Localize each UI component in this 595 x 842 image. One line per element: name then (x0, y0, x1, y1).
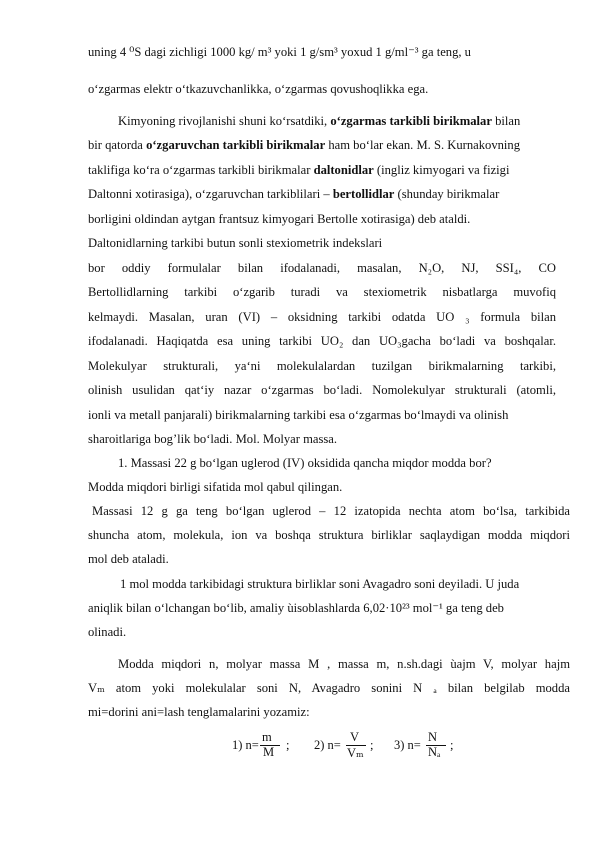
formula-1-numerator: m (262, 730, 272, 744)
formula-3-numerator: N (428, 730, 438, 744)
text-line: mi=dorini ani=lash tenglamalarini yozamiz: (88, 705, 310, 719)
text-span: (shunday birikmalar (397, 187, 500, 201)
formula-separator: ; (286, 738, 290, 752)
formula-2-label: 2) n= (314, 738, 341, 752)
paragraph-line (88, 137, 556, 153)
text-line: sharoitlariga bog’lik bo‘ladi. Mol. Molyar massa. (88, 432, 338, 446)
text-line: ifodalanadi. Haqiqatda esa uning tarkibi UO₂ dan UO₃gacha bo‘ladi va boshqalar. (88, 334, 556, 348)
formula-2-denominator: Vₘ (347, 746, 364, 760)
formula-3-denominator: Nₐ (428, 745, 441, 759)
text-line: 1. Massasi 22 g bo‘lgan uglerod (IV) oksidida qancha miqdor modda bor? (118, 456, 492, 470)
text-line: aniqlik bilan o‘lchangan bo‘lib, amaliy ùisoblashlarda 6,02·10²³ mol⁻¹ ga teng deb (88, 601, 504, 615)
text-line: shuncha atom, molekula, ion va boshqa struktura birliklar saqlaydigan modda miqdori (88, 528, 570, 542)
formula-separator: ; (450, 738, 454, 752)
text-line: Bertollidlarning tarkibi o‘zgarib turadi va stexiometrik nisbatlarga muvofiq (88, 285, 556, 299)
text-line: olinish usulidan qat‘iy nazar o‘zgarmas bo‘ladi. Nomolekulyar strukturali (atomli, (88, 383, 556, 397)
bold-term: bertollidlar (332, 187, 395, 201)
formula-1-denominator: M (263, 745, 275, 759)
text-line: ionli va metall panjarali) birikmalarning tarkibi esa o‘zgarmas bo‘lmaydi va olinish (88, 408, 509, 422)
bold-term: o‘zgaruvchan tarkibli birikmalar (146, 138, 326, 152)
text-line: Molekulyar strukturali, ya‘ni molekulalardan tuzilgan birikmalarning tarkibi, (88, 359, 556, 373)
text-span: taklifiga ko‘ra o‘zgarmas tarkibli birikmalar (88, 163, 311, 177)
paragraph-line (118, 113, 556, 129)
formula-block (232, 730, 482, 764)
text-span: Kimyoning rivojlanishi shuni ko‘rsatdiki, (118, 114, 328, 128)
formula-1-label: 1) n= (232, 738, 259, 752)
text-line: olinadi. (88, 625, 127, 639)
text-line-2: o‘zgarmas elektr o‘tkazuvchanlikka, o‘zgarmas qovushoqlikka ega. (88, 82, 429, 96)
text-span: bilan (495, 114, 521, 128)
text-span: Daltonni xotirasiga), o‘zgaruvchan tarkiblilari – (88, 187, 330, 201)
text-line-1: uning 4 ⁰S dagi zichligi 1000 kg/ m³ yoki 1 g/sm³ yoxud 1 g/ml⁻³ ga teng, u (88, 45, 471, 59)
formula-3-label: 3) n= (394, 738, 421, 752)
text-line: Vₘ atom yoki molekulalar soni N, Avagadro sonini N ₐ bilan belgilab modda (88, 681, 570, 695)
formula-separator: ; (370, 738, 374, 752)
text-line: Massasi 12 g ga teng bo‘lgan uglerod – 12 izatopida nechta atom bo‘lsa, tarkibida (92, 504, 570, 518)
bold-term: o‘zgarmas tarkibli birikmalar (330, 114, 492, 128)
text-span: (ingliz kimyogari va fizigi (376, 163, 510, 177)
text-line: kelmaydi. Masalan, uran (VI) – oksidning tarkibi odatda UO ₃ formula bilan (88, 310, 556, 324)
formula-2-numerator: V (350, 730, 360, 744)
text-line: borligini oldindan aytgan frantsuz kimyogari Bertolle xotirasiga) deb ataldi. (88, 212, 471, 226)
bold-term: daltonidlar (313, 163, 374, 177)
text-line: Modda miqdori birligi sifatida mol qabul qilingan. (88, 480, 343, 494)
text-line: 1 mol modda tarkibidagi struktura birliklar soni Avagadro soni deyiladi. U juda (120, 577, 520, 591)
text-span: ham bo‘lar ekan. M. S. Kurnakovning (328, 138, 521, 152)
paragraph-line (88, 162, 556, 178)
text-span: bir qatorda (88, 138, 143, 152)
text-line: mol deb ataladi. (88, 552, 169, 566)
text-line: Daltonidlarning tarkibi butun sonli stexiometrik indekslari (88, 236, 383, 250)
text-line: bor oddiy formulalar bilan ifodalanadi, masalan, N₂O, NJ, SSI₄, CO (88, 261, 556, 275)
text-line: Modda miqdori n, molyar massa M , massa m, n.sh.dagi ùajm V, molyar hajm (118, 657, 570, 671)
paragraph-line (88, 186, 556, 202)
